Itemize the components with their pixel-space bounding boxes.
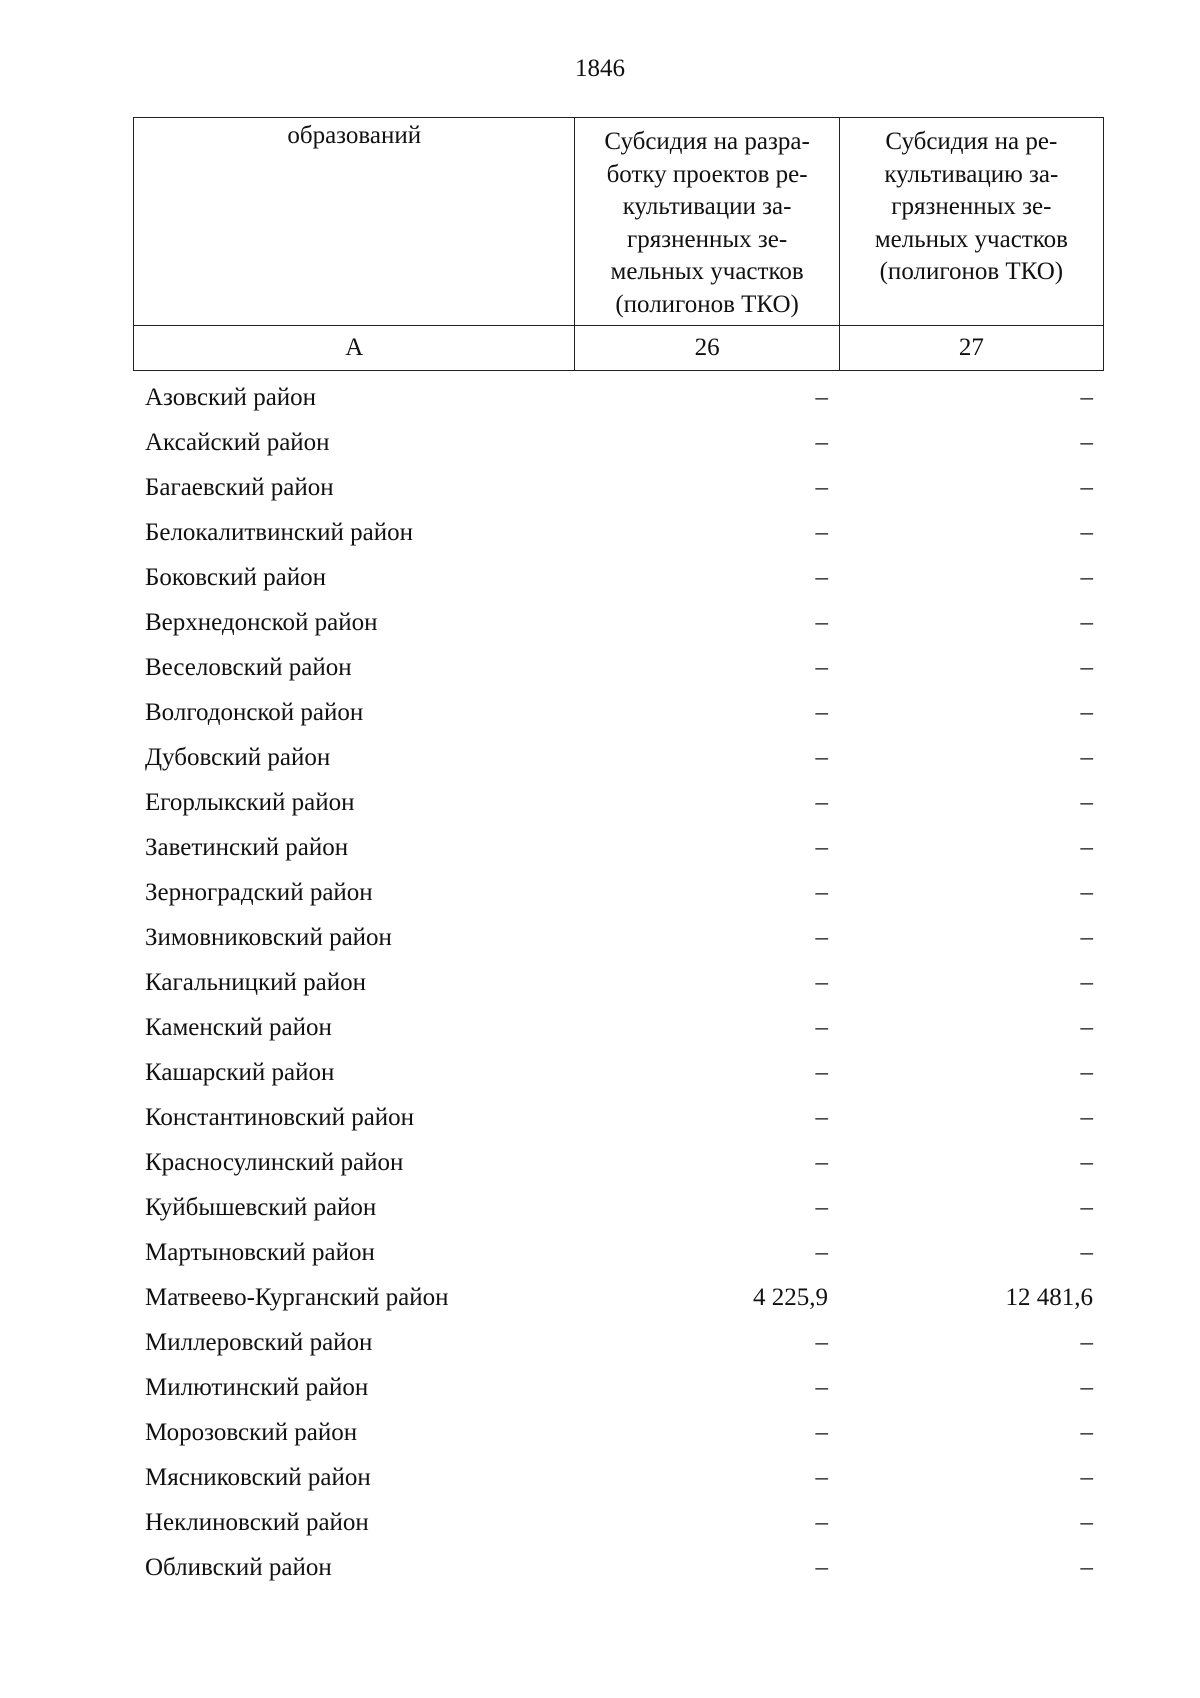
district-name: Миллеровский район xyxy=(145,1329,373,1356)
district-name: Морозовский район xyxy=(145,1419,358,1446)
district-name: Неклиновский район xyxy=(145,1509,369,1536)
district-name: Матвеево-Курганский район xyxy=(145,1284,449,1311)
page-number: 1846 xyxy=(575,55,625,82)
value-col-26: – xyxy=(815,1014,828,1041)
value-col-26: – xyxy=(815,1149,828,1176)
value-col-26: – xyxy=(815,699,828,726)
header-col-26 xyxy=(575,118,839,326)
table-row xyxy=(133,1320,1104,1365)
district-name: Мартыновский район xyxy=(145,1239,375,1266)
value-col-26: – xyxy=(815,789,828,816)
value-col-27: – xyxy=(1080,1419,1093,1446)
value-col-26: – xyxy=(815,969,828,996)
value-col-27: – xyxy=(1080,474,1093,501)
district-name: Егорлыкский район xyxy=(145,789,355,816)
value-col-27: – xyxy=(1080,429,1093,456)
header-col-a xyxy=(134,118,575,326)
district-name: Милютинский район xyxy=(145,1374,369,1401)
value-col-27: – xyxy=(1080,699,1093,726)
table-row xyxy=(133,825,1104,870)
value-col-27: – xyxy=(1080,1554,1093,1581)
header-col-27-number: 27 xyxy=(839,326,1103,371)
table-row xyxy=(133,915,1104,960)
table-row xyxy=(133,780,1104,825)
header-title-row xyxy=(134,118,1104,326)
district-name: Красносулинский район xyxy=(145,1149,404,1176)
table-row xyxy=(133,1545,1104,1590)
district-name: Веселовский район xyxy=(145,654,352,681)
value-col-26: – xyxy=(815,1509,828,1536)
value-col-27: – xyxy=(1080,564,1093,591)
district-name: Азовский район xyxy=(145,384,317,411)
value-col-27: – xyxy=(1080,1509,1093,1536)
value-col-26: – xyxy=(815,564,828,591)
table-row xyxy=(133,690,1104,735)
district-name: Белокалитвинский район xyxy=(145,519,413,546)
header-col-26-title: Субсидия на разра- ботку проектов ре- культивации за- грязненных зе- мельных участков (полигонов ТКО) xyxy=(604,128,810,318)
district-name: Багаевский район xyxy=(145,474,334,501)
header-col-26-number: 26 xyxy=(575,326,839,371)
table-row xyxy=(133,1095,1104,1140)
district-name: Каменский район xyxy=(145,1014,332,1041)
value-col-26: – xyxy=(815,654,828,681)
value-col-26: – xyxy=(815,384,828,411)
value-col-27: – xyxy=(1080,1014,1093,1041)
value-col-27: – xyxy=(1080,744,1093,771)
value-col-27: – xyxy=(1080,1104,1093,1131)
value-col-26: – xyxy=(815,429,828,456)
value-col-27: – xyxy=(1080,1149,1093,1176)
value-col-27: – xyxy=(1080,879,1093,906)
value-col-26: – xyxy=(815,519,828,546)
value-col-27: – xyxy=(1080,924,1093,951)
table-row xyxy=(133,1185,1104,1230)
value-col-27: – xyxy=(1080,1059,1093,1086)
header-col-27 xyxy=(839,118,1103,326)
value-col-26: – xyxy=(815,1464,828,1491)
table-row xyxy=(133,375,1104,420)
district-name: Обливский район xyxy=(145,1554,332,1581)
district-name: Аксайский район xyxy=(145,429,330,456)
value-col-26: – xyxy=(815,1374,828,1401)
value-col-27: – xyxy=(1080,1329,1093,1356)
value-col-27: – xyxy=(1080,789,1093,816)
table-row xyxy=(133,645,1104,690)
value-col-26: – xyxy=(815,879,828,906)
table-row xyxy=(133,1365,1104,1410)
header-col-27-title: Субсидия на ре- культивацию за- грязненных зе- мельных участков (полигонов ТКО) xyxy=(874,128,1068,285)
value-col-27: – xyxy=(1080,969,1093,996)
value-col-27: – xyxy=(1080,654,1093,681)
table-row xyxy=(133,1140,1104,1185)
value-col-27: – xyxy=(1080,384,1093,411)
district-name: Боковский район xyxy=(145,564,326,591)
table-body xyxy=(133,375,1104,1590)
district-name: Кагальницкий район xyxy=(145,969,367,996)
value-col-27: – xyxy=(1080,1194,1093,1221)
table-row xyxy=(133,420,1104,465)
table-row xyxy=(133,735,1104,780)
header-col-a-title: образований xyxy=(287,122,422,149)
value-col-27: – xyxy=(1080,1464,1093,1491)
value-col-26: – xyxy=(815,834,828,861)
value-col-26: – xyxy=(815,1329,828,1356)
value-col-27: 12 481,6 xyxy=(1005,1284,1093,1311)
table-row xyxy=(133,1230,1104,1275)
value-col-27: – xyxy=(1080,1374,1093,1401)
value-col-27: – xyxy=(1080,1239,1093,1266)
value-col-26: – xyxy=(815,924,828,951)
value-col-27: – xyxy=(1080,609,1093,636)
value-col-26: – xyxy=(815,1194,828,1221)
value-col-26: – xyxy=(815,474,828,501)
value-col-26: – xyxy=(815,609,828,636)
value-col-26: – xyxy=(815,744,828,771)
table-row xyxy=(133,1050,1104,1095)
district-name: Зерноградский район xyxy=(145,879,373,906)
table-row xyxy=(133,870,1104,915)
district-name: Волгодонской район xyxy=(145,699,364,726)
value-col-26: – xyxy=(815,1104,828,1131)
table-row xyxy=(133,1005,1104,1050)
header-number-row xyxy=(134,326,1104,371)
value-col-27: – xyxy=(1080,834,1093,861)
district-name: Заветинский район xyxy=(145,834,349,861)
table-row xyxy=(133,1410,1104,1455)
district-name: Константиновский район xyxy=(145,1104,415,1131)
district-name: Верхнедонской район xyxy=(145,609,378,636)
table-row xyxy=(133,1455,1104,1500)
district-name: Дубовский район xyxy=(145,744,331,771)
value-col-26: 4 225,9 xyxy=(753,1284,828,1311)
value-col-26: – xyxy=(815,1554,828,1581)
value-col-26: – xyxy=(815,1419,828,1446)
table-row xyxy=(133,465,1104,510)
value-col-26: – xyxy=(815,1239,828,1266)
value-col-27: – xyxy=(1080,519,1093,546)
table-row xyxy=(133,510,1104,555)
district-name: Зимовниковский район xyxy=(145,924,392,951)
header-col-a-number: А xyxy=(134,326,575,371)
value-col-26: – xyxy=(815,1059,828,1086)
district-name: Мясниковский район xyxy=(145,1464,371,1491)
district-name: Куйбышевский район xyxy=(145,1194,377,1221)
table-row xyxy=(133,1500,1104,1545)
table-row xyxy=(133,960,1104,1005)
district-name: Кашарский район xyxy=(145,1059,335,1086)
table-row xyxy=(133,1275,1104,1320)
table-header xyxy=(133,117,1104,371)
table-row xyxy=(133,555,1104,600)
table-row xyxy=(133,600,1104,645)
